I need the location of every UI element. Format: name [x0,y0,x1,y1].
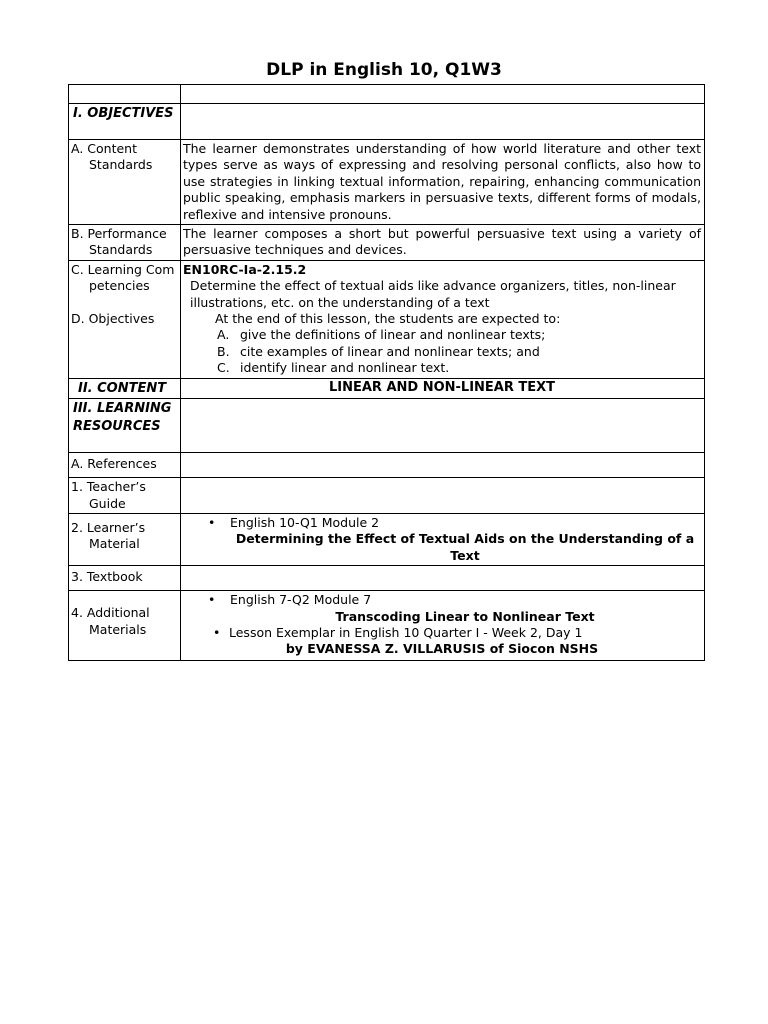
blank-cell [69,85,181,104]
learning-competencies-label: C. Learning Competencies [71,261,175,294]
additional-materials-list [183,592,701,608]
objective-letter: C. [217,360,230,376]
objective-item [183,344,701,360]
document-title: DLP in English 10, Q1W3 [266,60,502,80]
references-row [69,453,705,478]
textbook-row [69,566,705,591]
additional-materials-row [69,591,705,661]
blank-cell [181,566,705,591]
list-item [183,515,701,531]
objective-item [183,360,701,376]
textbook-label: 3. Textbook [69,566,181,591]
learners-material-row [69,514,705,566]
blank-cell [181,478,705,514]
list-item [183,592,701,608]
competency-text: Determine the effect of textual aids like advance organizers, titles, non-linear illustrations, etc. on the understanding of a text [190,278,676,310]
content-standards-text: The learner demonstrates understanding of how world literature and other text types serve as ways of expressing and resolving personal conflicts, also how to use strategies in linking textual information, repairing, enhancing communication public speaking, emphasis markers in persuasive texts, different forms of modals, reflexive and intensive pronouns. [181,140,705,225]
content-row [69,378,705,399]
objective-letter: A. [217,327,230,343]
additional-materials-list-2 [183,625,701,641]
learners-material-subtitle: Determining the Effect of Textual Aids on the Understanding of a Text [235,531,695,563]
performance-standards-label-cell [69,225,181,261]
additional-material-1-subtitle: Transcoding Linear to Nonlinear Text [335,608,595,624]
bullet-icon: • [208,515,216,530]
competencies-row [69,260,705,378]
list-item [183,625,701,641]
objective-text: cite examples of linear and nonlinear texts; and [240,343,540,359]
competencies-cell [181,260,705,378]
teachers-guide-row [69,478,705,514]
teachers-guide-label: 1. Teacher’s Guide [71,479,146,511]
content-standards-row [69,140,705,225]
learners-material-list [183,515,701,531]
objective-text: give the definitions of linear and nonlinear texts; [240,327,546,343]
competencies-label-cell [69,260,181,378]
performance-standards-text: The learner composes a short but powerful persuasive text using a variety of persuasive techniques and devices. [181,225,705,261]
learners-material-cell [181,514,705,566]
performance-standards-label: B. Performance Standards [71,226,167,258]
resources-section-row [69,399,705,453]
additional-materials-cell [181,591,705,661]
additional-materials-label-cell [69,591,181,661]
objective-letter: B. [217,343,230,359]
section-resources-label: III. LEARNING RESOURCES [69,399,181,453]
additional-material-1: English 7-Q2 Module 7 [230,592,372,608]
blank-cell [181,453,705,478]
objectives-list [183,327,701,376]
section-objectives-label: I. OBJECTIVES [69,104,181,140]
content-standards-label-cell [69,140,181,225]
header-blank-row [69,85,705,104]
references-label: A. References [69,453,181,478]
blank-cell [181,85,705,104]
learners-material-label-cell [69,514,181,566]
bullet-icon: • [213,625,221,641]
blank-cell [181,104,705,140]
content-value: LINEAR AND NON-LINEAR TEXT [181,378,705,399]
objective-text: identify linear and nonlinear text. [240,360,450,376]
dlp-table [68,84,705,661]
objectives-label: D. Objectives [71,310,155,326]
competency-code: EN10RC-Ia-2.15.2 [183,261,307,277]
teachers-guide-label-cell [69,478,181,514]
objectives-section-row [69,104,705,140]
performance-standards-row [69,225,705,261]
objectives-intro: At the end of this lesson, the students are expected to: [215,311,561,327]
content-standards-label: A. Content Standards [71,141,153,173]
learners-material-label: 2. Learner’s Material [71,520,146,552]
additional-materials-label: 4. Additional Materials [71,605,150,637]
section-content-label: II. CONTENT [69,378,181,399]
learners-material-module: English 10-Q1 Module 2 [230,515,380,530]
bullet-icon: • [208,592,216,608]
blank-cell [181,399,705,453]
additional-material-2-subtitle: by EVANESSA Z. VILLARUSIS of Siocon NSHS [285,641,599,657]
objective-item [183,327,701,343]
additional-material-2: Lesson Exemplar in English 10 Quarter I - Week 2, Day 1 [229,625,583,641]
